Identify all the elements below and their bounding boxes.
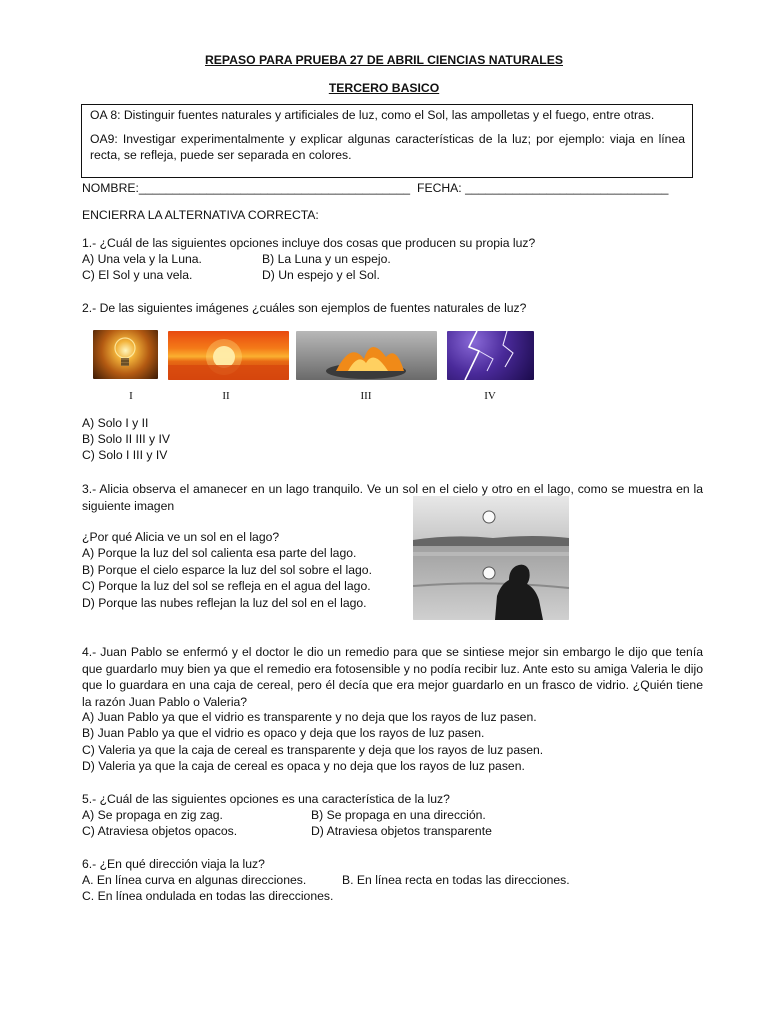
q5-option-d[interactable]: D) Atraviesa objetos transparente xyxy=(311,824,492,838)
q1-option-a[interactable]: A) Una vela y la Luna. xyxy=(82,252,202,266)
q3-option-b[interactable]: B) Porque el cielo esparce la luz del sol sobre el lago. xyxy=(82,563,372,577)
sunset-image xyxy=(168,331,289,380)
q5-option-b[interactable]: B) Se propaga en una dirección. xyxy=(311,808,486,822)
image-label-1: I xyxy=(129,390,133,402)
lake-sunrise-image xyxy=(413,496,569,620)
q1-option-c[interactable]: C) El Sol y una vela. xyxy=(82,268,193,282)
q1-option-b[interactable]: B) La Luna y un espejo. xyxy=(262,252,391,266)
sun-icon xyxy=(168,331,289,380)
page-title: REPASO PARA PRUEBA 27 DE ABRIL CIENCIAS NATURALES xyxy=(205,53,563,67)
question-1: 1.- ¿Cuál de las siguientes opciones incluye dos cosas que producen su propia luz? xyxy=(82,236,536,250)
question-5: 5.- ¿Cuál de las siguientes opciones es una característica de la luz? xyxy=(82,792,450,806)
q6-option-c[interactable]: C. En línea ondulada en todas las direcciones. xyxy=(82,889,334,903)
q2-option-a[interactable]: A) Solo I y II xyxy=(82,416,149,430)
q3-option-c[interactable]: C) Porque la luz del sol se refleja en el agua del lago. xyxy=(82,579,371,593)
lake-reflection-icon xyxy=(413,496,569,620)
objective-oa8: OA 8: Distinguir fuentes naturales y artificiales de luz, como el Sol, las ampolletas y el fuego, entre otras. xyxy=(90,108,655,122)
q6-option-a[interactable]: A. En línea curva en algunas direcciones. xyxy=(82,873,307,887)
q4-option-a[interactable]: A) Juan Pablo ya que el vidrio es transparente y no deja que los rayos de luz pasen. xyxy=(82,710,537,724)
light-bulb-image xyxy=(93,330,158,379)
question-3: 3.- Alicia observa el amanecer en un lago tranquilo. Ve un sol en el cielo y otro en el lago, como se muestra en la siguiente imagen xyxy=(82,482,703,513)
q4-option-d[interactable]: D) Valeria ya que la caja de cereal es opaca y no deja que los rayos de luz pasen. xyxy=(82,759,525,773)
lightning-image xyxy=(447,331,534,380)
q1-option-d[interactable]: D) Un espejo y el Sol. xyxy=(262,268,380,282)
q3-option-d[interactable]: D) Porque las nubes reflejan la luz del sol en el lago. xyxy=(82,596,367,610)
image-label-3: III xyxy=(360,390,372,402)
image-label-2: II xyxy=(222,390,230,402)
flame-icon xyxy=(296,331,437,380)
instructions: ENCIERRA LA ALTERNATIVA CORRECTA: xyxy=(82,208,319,222)
q5-option-a[interactable]: A) Se propaga en zig zag. xyxy=(82,808,223,822)
q5-option-c[interactable]: C) Atraviesa objetos opacos. xyxy=(82,824,238,838)
lightning-bolt-icon xyxy=(447,331,534,380)
q4-option-c[interactable]: C) Valeria ya que la caja de cereal es transparente y deja que los rayos de luz pasen. xyxy=(82,743,544,757)
q3-option-a[interactable]: A) Porque la luz del sol calienta esa parte del lago. xyxy=(82,546,357,560)
objectives-box xyxy=(81,104,693,178)
q2-option-c[interactable]: C) Solo I III y IV xyxy=(82,448,168,462)
q4-option-b[interactable]: B) Juan Pablo ya que el vidrio es opaco y deja que los rayos de luz pasen. xyxy=(82,726,485,740)
question-2: 2.- De las siguientes imágenes ¿cuáles son ejemplos de fuentes naturales de luz? xyxy=(82,301,527,315)
image-label-4: IV xyxy=(484,390,496,402)
q2-option-b[interactable]: B) Solo II III y IV xyxy=(82,432,171,446)
fire-image xyxy=(296,331,437,380)
page-subtitle: TERCERO BASICO xyxy=(328,81,440,95)
objective-oa9: OA9: Investigar experimentalmente y explicar algunas características de la luz; por ejemplo: viaja en línea recta, se refleja, puede ser separada en colores. xyxy=(90,131,685,163)
bulb-icon xyxy=(93,330,158,379)
name-field-label[interactable]: NOMBRE:________________________________________ xyxy=(82,181,411,195)
date-field-label[interactable]: FECHA: ______________________________ xyxy=(417,181,669,195)
question-6: 6.- ¿En qué dirección viaja la luz? xyxy=(82,857,265,871)
q3-question: ¿Por qué Alicia ve un sol en el lago? xyxy=(82,530,280,544)
question-4: 4.- Juan Pablo se enfermó y el doctor le dio un remedio para que se sintiese mejor sin embargo le dijo que tenía que guardarlo muy bien ya que el remedio era fotosensible y no podía recibir luz. Ante esto su amiga Valeria le dijo que lo guardara en una caja de cereal, pero él decía que era mejor guardarlo en un frasco de vidrio. ¿Quién tiene la razón Juan Pablo o Valeria? xyxy=(82,645,703,709)
q6-option-b[interactable]: B. En línea recta en todas las direcciones. xyxy=(342,873,570,887)
